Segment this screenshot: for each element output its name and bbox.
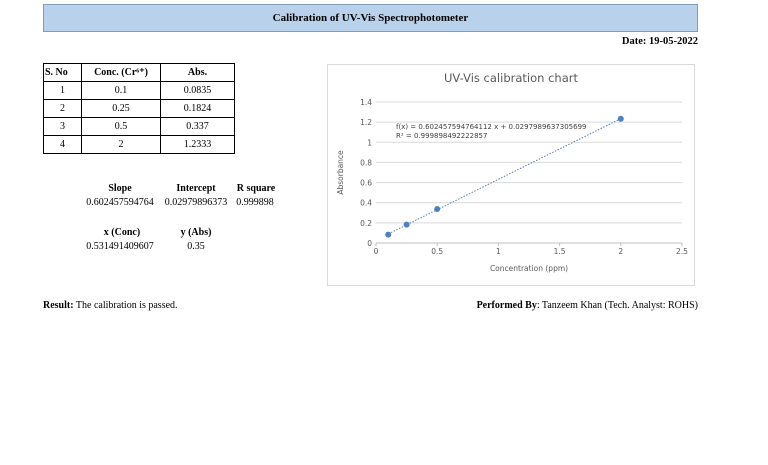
chart-plot — [328, 65, 696, 287]
y-tick-label: 1 — [367, 138, 372, 148]
cell-abs: 0.0835 — [161, 82, 235, 100]
table-row — [44, 82, 235, 100]
calibration-table — [43, 63, 235, 154]
cell-sno: 4 — [44, 136, 82, 154]
cell-sno: 3 — [44, 118, 82, 136]
performed-text: : Tanzeem Khan (Tech. Analyst: ROHS) — [536, 300, 698, 311]
cell-sno: 2 — [44, 100, 82, 118]
y-abs-label: y (Abs) — [180, 227, 212, 238]
x-axis-title: Concentration (ppm) — [489, 264, 569, 273]
column-header-sno: S. No — [44, 64, 82, 82]
x-conc-value: 0.531491409607 — [86, 241, 154, 252]
column-header-abs: Abs. — [161, 64, 235, 82]
x-tick-label: 2 — [618, 247, 624, 256]
data-point — [404, 222, 410, 228]
cell-abs: 0.337 — [161, 118, 235, 136]
x-tick-label: 0.5 — [431, 247, 444, 256]
y-axis-title: Absorbance — [336, 150, 345, 195]
y-tick-label: 1.4 — [360, 98, 372, 107]
performed-label: Performed By — [476, 300, 537, 311]
data-point — [618, 116, 624, 122]
y-tick-label: 1.2 — [360, 118, 372, 128]
x-tick-label: 2.5 — [676, 247, 688, 256]
y-tick-label: 0.2 — [360, 218, 372, 228]
y-tick-label: 0 — [367, 239, 372, 248]
x-tick-label: 1.5 — [553, 247, 566, 256]
table-row — [44, 136, 235, 154]
intercept-label: Intercept — [176, 183, 216, 194]
cell-conc: 0.1 — [82, 82, 161, 100]
page-title: Calibration of UV-Vis Spectrophotometer — [43, 4, 698, 32]
y-tick-label: 0.8 — [360, 158, 372, 168]
r-squared-label: R² = 0.999898492222857 — [396, 132, 488, 140]
rsquare-value: 0.999898 — [236, 197, 274, 208]
x-conc-label: x (Conc) — [103, 227, 141, 238]
y-tick-label: 0.6 — [360, 178, 372, 188]
performed-by-line — [477, 300, 698, 311]
cell-abs: 1.2333 — [161, 136, 235, 154]
result-line — [43, 300, 178, 311]
calibration-chart — [327, 64, 695, 286]
result-text: The calibration is passed. — [75, 300, 178, 311]
x-tick-label: 0 — [373, 247, 379, 256]
data-point — [434, 206, 440, 212]
report-date: Date: 19-05-2022 — [621, 36, 698, 47]
x-tick-label: 1 — [496, 247, 501, 256]
data-point — [385, 232, 391, 238]
rsquare-label: R square — [236, 183, 276, 194]
cell-sno: 1 — [44, 82, 82, 100]
cell-conc: 0.5 — [82, 118, 161, 136]
cell-conc: 2 — [82, 136, 161, 154]
table-row — [44, 100, 235, 118]
result-label: Result: — [43, 300, 74, 311]
table-header-row — [44, 64, 235, 82]
intercept-value: 0.02979896373 — [164, 197, 228, 208]
trendline-equation: f(x) = 0.602457594764112 x + 0.0297989637305699 — [396, 123, 587, 131]
cell-abs: 0.1824 — [161, 100, 235, 118]
cell-conc: 0.25 — [82, 100, 161, 118]
chart-title: UV-Vis calibration chart — [444, 71, 578, 85]
y-tick-label: 0.4 — [360, 198, 372, 208]
slope-label: Slope — [108, 183, 132, 194]
column-header-conc: Conc. (Cr⁶⁺) — [82, 64, 161, 82]
slope-value: 0.602457594764 — [86, 197, 154, 208]
table-row — [44, 118, 235, 136]
y-abs-value: 0.35 — [187, 241, 205, 252]
